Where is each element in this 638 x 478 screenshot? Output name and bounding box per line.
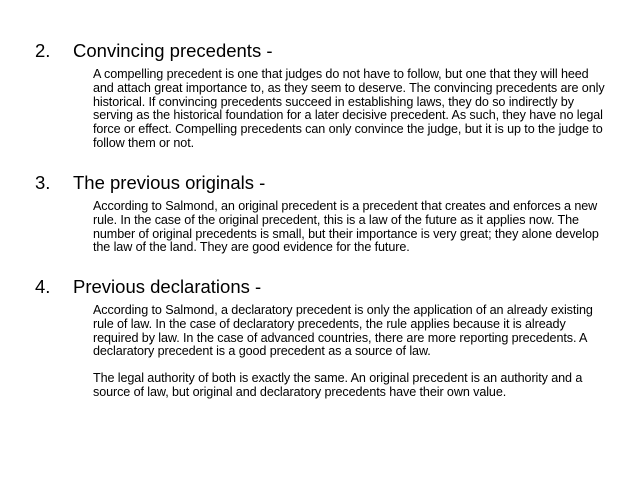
item-number: 4.	[35, 276, 51, 297]
item-paragraph: According to Salmond, a declaratory precedent is only the application of an already existing rule of law. In the case of declaratory precedents, the rule applies because it is already required by law. In the case of advanced countries, there are more reporting precedents. A declaratory precedent is a good precedent as a source of law.	[93, 303, 593, 359]
item-number: 2.	[35, 40, 51, 61]
item-paragraph: The legal authority of both is exactly the same. An original precedent is an authority and a source of law, but original and declaratory precedents have their own value.	[93, 371, 583, 399]
item-heading-convincing-precedents	[35, 40, 273, 62]
item-paragraph: According to Salmond, an original precedent is a precedent that creates and enforces a new rule. In the case of the original precedent, this is a law of the future as it applies now. The number of original precedents is small, but their importance is very great; they alone develop the law of the land. They are good evidence for the future.	[93, 199, 599, 255]
item-title: Convincing precedents -	[73, 40, 273, 61]
item-number: 3.	[35, 172, 51, 193]
item-heading-previous-originals	[35, 172, 265, 194]
item-paragraph: A compelling precedent is one that judges do not have to follow, but one that they will heed and attach great importance to, as they seem to deserve. The convincing precedents are only historical. If convincing precedents succeed in establishing laws, they do so indirectly by serving as the historical foundation for a later decisive precedent. As such, they have no legal force or effect. Compelling precedents can only convince the judge, but it is up to the judge to follow them or not.	[93, 67, 605, 150]
item-title: The previous originals -	[73, 172, 266, 193]
item-title: Previous declarations -	[73, 276, 262, 297]
item-heading-previous-declarations	[35, 276, 261, 298]
